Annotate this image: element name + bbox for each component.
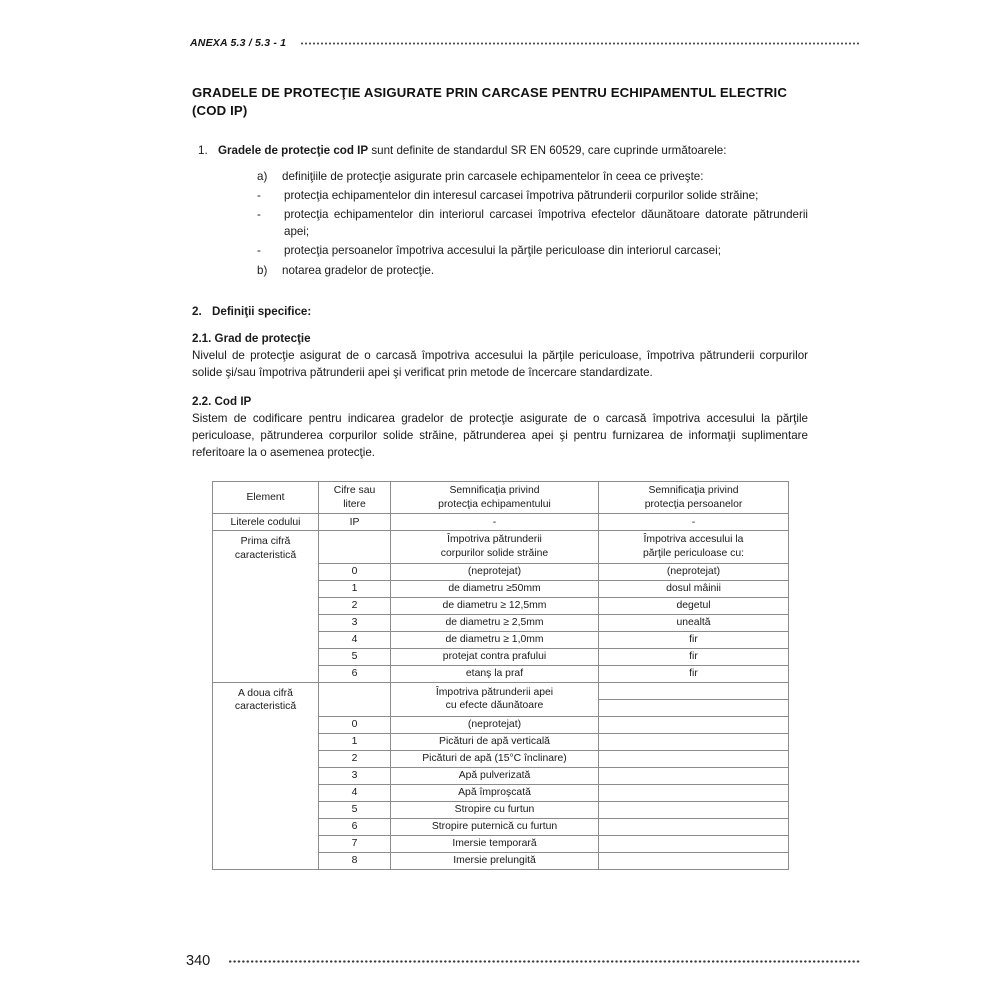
cell-persons-blank (599, 784, 789, 801)
cell-persons: unealtă (599, 614, 789, 631)
cell-equipment: Apă pulverizată (391, 767, 599, 784)
cell-persons: fir (599, 631, 789, 648)
header-person-line1: Semnificaţia privind (648, 485, 739, 496)
cell-persons-blank (599, 801, 789, 818)
cell-element-first-digit (213, 531, 319, 682)
cell-code: 0 (319, 716, 391, 733)
cell-equipment-second-digit-head (391, 682, 599, 716)
cell-element: Literele codului (213, 514, 319, 531)
header-equip-line1: Semnificaţia privind (449, 485, 540, 496)
cell-equipment: de diametru ≥ 1,0mm (391, 631, 599, 648)
item-1-rest: sunt definite de standardul SR EN 60529, care cuprinde următoarele: (368, 144, 727, 158)
sd-equip-line1: Împotriva pătrunderii apei (435, 686, 554, 698)
cell-persons-blank (599, 733, 789, 750)
list-item (257, 188, 808, 204)
ip-code-table-wrap (212, 481, 788, 870)
fd-person-line2: părţile periculoase cu: (642, 548, 745, 560)
cell-code-blank (319, 531, 391, 563)
cell-code: 3 (319, 767, 391, 784)
cell-code: 2 (319, 597, 391, 614)
list-item-text: protecţia echipamentelor din interesul carcasei împotriva pătrunderii corpurilor solide străine; (284, 188, 759, 202)
cell-code: 6 (319, 818, 391, 835)
fd-equip-line1: Împotriva pătrunderii (447, 534, 542, 546)
list-item-text: protecţia persoanelor împotriva accesului la părţile periculoase din interiorul carcasei; (284, 244, 721, 258)
cell-code: IP (319, 514, 391, 531)
cell-persons-first-digit-head (599, 531, 789, 563)
second-digit-label-line2: caracteristică (234, 701, 297, 713)
cell-equipment: Picături de apă (15°C înclinare) (391, 750, 599, 767)
cell-code: 1 (319, 733, 391, 750)
list-item (257, 169, 808, 185)
table-row (213, 531, 789, 563)
cell-persons: (neprotejat) (599, 563, 789, 580)
list-item-text: notarea gradelor de protecţie. (282, 263, 435, 277)
section-2-number: 2. (192, 304, 202, 318)
cell-persons-blank (599, 699, 789, 716)
section-2-1-heading: 2.1. Grad de protecţie (192, 331, 311, 345)
cell-persons-blank (599, 835, 789, 852)
cell-persons: fir (599, 665, 789, 682)
page-title: GRADELE DE PROTECŢIE ASIGURATE PRIN CARCASE PENTRU ECHIPAMENTUL ELECTRIC (COD IP) (192, 85, 787, 119)
sub-list (192, 169, 808, 279)
section-2-1-body: Nivelul de protecţie asigurat de o carcasă împotriva accesului la părţile periculoase, împotriva pătrunderii corpurilor solide şi/sau împotriva pătrunderii apei şi verificat prin metode de încercare standardizate. (192, 348, 808, 379)
cell-persons-blank (599, 852, 789, 869)
running-header (190, 33, 860, 53)
cell-code-blank (319, 682, 391, 716)
numbered-item-1 (192, 143, 808, 160)
cell-persons: dosul mâinii (599, 580, 789, 597)
cell-equipment: de diametru ≥50mm (391, 580, 599, 597)
cell-element-second-digit (213, 682, 319, 869)
cell-code: 8 (319, 852, 391, 869)
cell-equipment: de diametru ≥ 12,5mm (391, 597, 599, 614)
cell-persons-blank (599, 716, 789, 733)
section-2-2-body: Sistem de codificare pentru indicarea gradelor de protecţie asigurate de o carcasă împotriva accesului la părţile periculoase, pătrunderea corpurilor solide străine, pătrunderea apei şi pentru furnizarea de informaţii suplimentare referitoare la o asemenea protecţie. (192, 412, 808, 459)
section-2-title: Definiţii specifice: (212, 304, 312, 318)
cell-code: 7 (319, 835, 391, 852)
header-dotted-rule (300, 42, 860, 45)
list-item-marker: - (257, 208, 261, 222)
first-digit-label-line2: caracteristică (234, 549, 297, 561)
cell-equipment: - (391, 514, 599, 531)
header-code-line1: Cifre sau (333, 485, 376, 496)
header-person-line2: protecţia persoanelor (644, 498, 743, 510)
cell-equipment: Imersie temporară (391, 835, 599, 852)
cell-equipment: Stropire cu furtun (391, 801, 599, 818)
list-item (257, 207, 808, 240)
header-cell-persons (599, 482, 789, 514)
item-1-lead: Gradele de protecţie cod IP (218, 144, 369, 158)
cell-code: 0 (319, 563, 391, 580)
header-cell-code (319, 482, 391, 514)
cell-persons: - (599, 514, 789, 531)
page-number: 340 (186, 953, 211, 969)
cell-code: 1 (319, 580, 391, 597)
list-item-marker: a) (257, 170, 268, 184)
cell-equipment: Picături de apă verticală (391, 733, 599, 750)
item-1-body (218, 143, 808, 160)
cell-code: 3 (319, 614, 391, 631)
cell-equipment: de diametru ≥ 2,5mm (391, 614, 599, 631)
cell-equipment: (neprotejat) (391, 716, 599, 733)
cell-equipment: (neprotejat) (391, 563, 599, 580)
fd-equip-line2: corpurilor solide străine (440, 548, 549, 560)
list-item-marker: - (257, 244, 261, 258)
list-item-text: definiţiile de protecţie asigurate prin carcasele echipamentelor în ceea ce priveşte: (282, 170, 704, 184)
first-digit-label-line1: Prima cifră (240, 536, 291, 548)
cell-equipment: protejat contra prafului (391, 648, 599, 665)
cell-persons-blank (599, 750, 789, 767)
cell-persons: degetul (599, 597, 789, 614)
table-row (213, 682, 789, 699)
list-item-marker: b) (257, 263, 268, 277)
section-2-heading (192, 305, 808, 318)
cell-persons-blank (599, 818, 789, 835)
running-footer (186, 950, 860, 972)
list-item (257, 263, 808, 279)
cell-code: 5 (319, 648, 391, 665)
list-item (257, 243, 808, 259)
list-item-marker: - (257, 188, 261, 202)
table-row (213, 514, 789, 531)
cell-code: 2 (319, 750, 391, 767)
sd-equip-line2: cu efecte dăunătoare (445, 700, 544, 712)
footer-dotted-rule (228, 960, 860, 963)
cell-code: 4 (319, 631, 391, 648)
cell-equipment: Imersie prelungită (391, 852, 599, 869)
header-cell-element: Element (213, 482, 319, 514)
header-equip-line2: protecţia echipamentului (438, 498, 551, 510)
cell-persons-blank (599, 767, 789, 784)
cell-equipment: Apă împroşcată (391, 784, 599, 801)
section-2-2-heading: 2.2. Cod IP (192, 395, 252, 409)
cell-equipment: Stropire puternică cu furtun (391, 818, 599, 835)
header-cell-equipment (391, 482, 599, 514)
cell-equipment-first-digit-head (391, 531, 599, 563)
cell-equipment: etanş la praf (391, 665, 599, 682)
cell-code: 6 (319, 665, 391, 682)
ip-code-table (212, 481, 789, 870)
cell-persons: fir (599, 648, 789, 665)
list-item-text: protecţia echipamentelor din interiorul carcasei împotriva efectelor dăunătoare datorate pătrunderii apei; (284, 208, 808, 238)
cell-persons-blank (599, 682, 789, 699)
annex-label: ANEXA 5.3 / 5.3 - 1 (190, 37, 287, 49)
header-code-line2: litere (343, 498, 366, 510)
cell-code: 4 (319, 784, 391, 801)
cell-code: 5 (319, 801, 391, 818)
item-1-number: 1. (198, 144, 208, 158)
second-digit-label-line1: A doua cifră (238, 687, 293, 699)
fd-person-line1: Împotriva accesului la (643, 534, 744, 546)
document-content (192, 84, 808, 461)
table-header-row (213, 482, 789, 514)
